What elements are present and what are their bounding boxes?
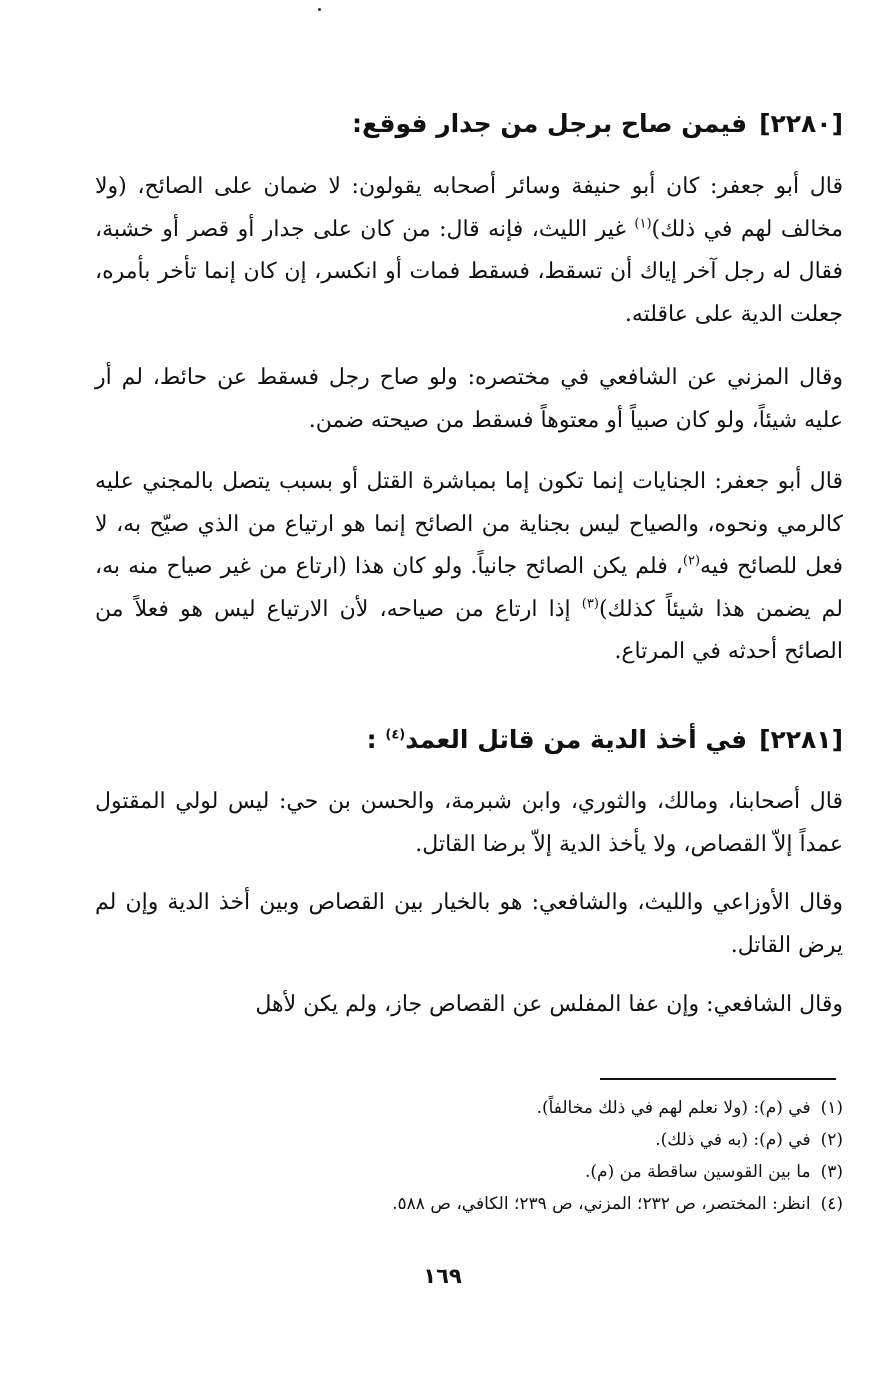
paragraph-text: وقال الشافعي: وإن عفا المفلس عن القصاص جاز، ولم يكن لأهل xyxy=(255,992,843,1017)
section-number: [٢٢٨٠] xyxy=(759,109,843,138)
paragraph-text: وقال المزني عن الشافعي في مختصره: ولو صاح رجل فسقط عن حائط، لم أر عليه شيئاً، ولو كان صبياً أو معتوهاً فسقط من صيحته ضمن. xyxy=(95,365,843,433)
footnote-ref: (٤) xyxy=(385,727,406,743)
section-title: في أخذ الدية من قاتل العمد xyxy=(405,725,748,754)
paragraph-text: قال أصحابنا، ومالك، والثوري، وابن شبرمة، والحسن بن حي: ليس لولي المقتول عمداً إلاّ القصاص، ولا يأخذ الدية إلاّ برضا القاتل. xyxy=(95,789,843,857)
paragraph xyxy=(95,357,843,442)
paragraph xyxy=(95,461,843,674)
section-title-punct: : xyxy=(366,725,386,754)
footnote xyxy=(95,1188,843,1220)
paragraph xyxy=(95,882,843,967)
footnotes xyxy=(95,1092,843,1220)
footnote-ref: (٣) xyxy=(581,596,599,612)
footnote-number: (٤) xyxy=(820,1194,843,1214)
section-number: [٢٢٨١] xyxy=(759,725,843,754)
footnote-ref: (٢) xyxy=(682,553,701,569)
footnote-number: (٢) xyxy=(820,1130,843,1150)
section-title: فيمن صاح برجل من جدار فوقع: xyxy=(352,109,748,138)
footnote-text: في (م): (به في ذلك). xyxy=(655,1130,811,1150)
footnote xyxy=(95,1156,843,1188)
footnote-text: في (م): (ولا نعلم لهم في ذلك مخالفاً). xyxy=(536,1098,811,1118)
footnote xyxy=(95,1092,843,1124)
footnote-number: (٣) xyxy=(820,1162,843,1182)
section-heading-2281 xyxy=(95,720,843,760)
footnote-separator xyxy=(600,1078,836,1080)
footnote-number: (١) xyxy=(820,1098,843,1118)
footnote xyxy=(95,1124,843,1156)
paragraph-text: قال أبو جعفر: الجنايات إنما تكون إما بمباشرة القتل أو بسبب يتصل بالمجني عليه كالرمي ونحوه، والصياح ليس بجناية من الصائح إنما هو ارتياع من الذي صيّح به، لا فعل للصائح فيه xyxy=(95,469,843,579)
paragraph-text: ، فلم يكن الصائح جانياً. ولو كان هذا (ارتاع من غير صياح منه به، لم يضمن هذا شيئاً كذلك) xyxy=(95,554,843,622)
paragraph-text: غير الليث، فإنه قال: من كان على جدار أو قصر أو خشبة، فقال له رجل آخر إياك أن تسقط، فسقط فمات أو انكسر، إن كان إنما تأخر بأمره، جعلت الدية على عاقلته. xyxy=(95,216,843,327)
paragraph xyxy=(95,984,843,1027)
footnote-text: ما بين القوسين ساقطة من (م). xyxy=(585,1162,811,1182)
footnote-ref: (١) xyxy=(634,216,652,232)
paragraph-text: وقال الأوزاعي والليث، والشافعي: هو بالخيار بين القصاص وبين أخذ الدية وإن لم يرض القاتل. xyxy=(95,890,843,958)
footnote-text: انظر: المختصر، ص ٢٣٢؛ المزني، ص ٢٣٩؛ الكافي، ص ٥٨٨. xyxy=(392,1194,811,1214)
paragraph xyxy=(95,166,843,336)
paragraph-text: قال أبو جعفر: كان أبو حنيفة وسائر أصحابه يقولون: لا ضمان على الصائح، (ولا مخالف لهم في ذلك) xyxy=(95,174,844,242)
speck-mark xyxy=(318,8,321,11)
page-number: ١٦٩ xyxy=(423,1264,462,1288)
section-heading-2280 xyxy=(95,104,843,144)
paragraph-text: إذا ارتاع من صياحه، لأن الارتياع ليس هو فعلاً من الصائح أحدثه في المرتاع. xyxy=(95,596,843,664)
paragraph xyxy=(95,781,843,866)
